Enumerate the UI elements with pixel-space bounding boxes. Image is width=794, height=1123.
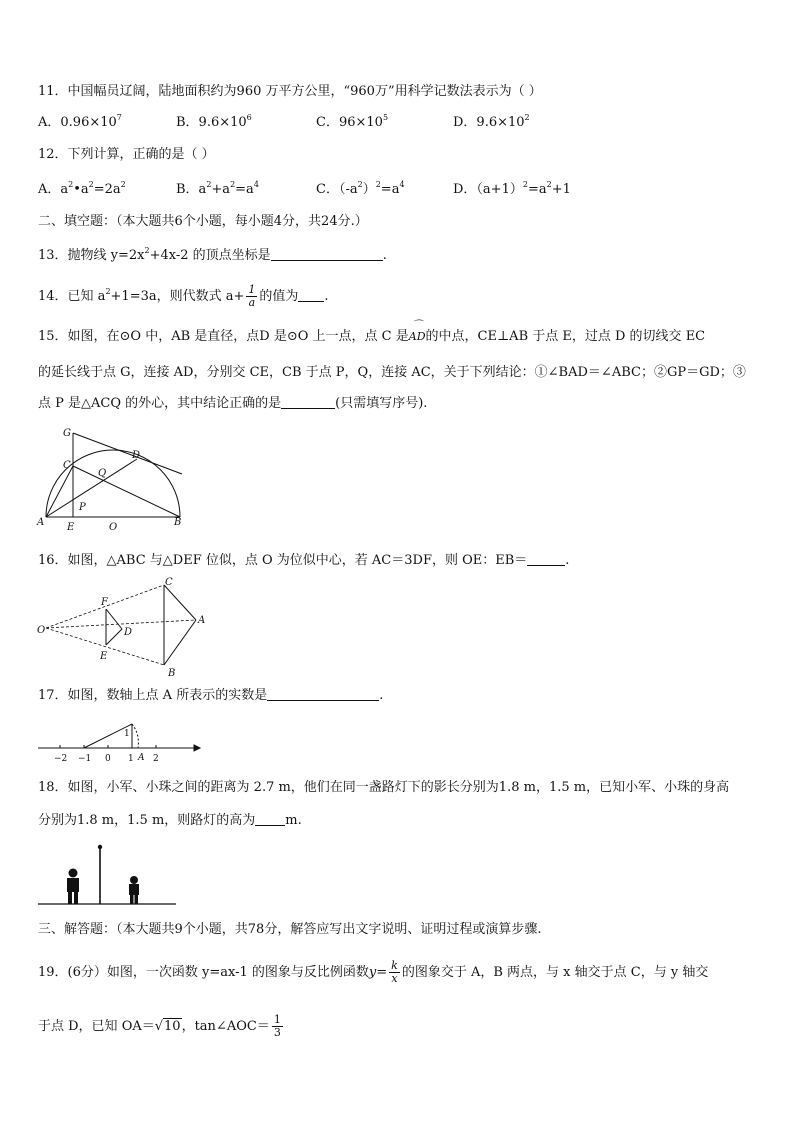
axis-arrow-icon <box>194 745 200 751</box>
arc-ad: ⌒ AD <box>408 320 426 343</box>
fig15-label: B <box>174 517 182 528</box>
person-xiaozhu-icon <box>129 876 139 904</box>
figure-15-semicircle <box>34 424 194 536</box>
line-ad <box>46 459 137 517</box>
radicand: 10 <box>164 1019 181 1034</box>
unit-label: 1 <box>124 729 130 739</box>
q14: 14．已知 $a^2+1=3a$，则代数式 a+ $\frac{1}{a}$ 的值为 . <box>38 283 329 309</box>
q17: 17．如图，数轴上点 A 所表示的实数是 . <box>38 688 384 703</box>
fraction-k-over-x: $\frac{k}{x}$ <box>391 959 398 985</box>
q12-option-a: A．$a^2•a^2=2a^2$ <box>38 180 126 197</box>
q15-line3: 点 P 是△ACQ 的外心，其中结论正确的是 (只需填写序号). <box>38 396 428 411</box>
fig15-label: A <box>37 517 45 528</box>
tick-label: −2 <box>54 754 68 764</box>
fig15-label: D <box>132 450 141 461</box>
segment-fd <box>106 609 122 629</box>
section-heading-solutions: 三、解答题：（本大题共9个小题，共78分，解答应写出文字说明、证明过程或演算步骤. <box>38 922 542 937</box>
q15-line1: 15．如图，在⊙O 中，AB 是直径，点D 是⊙O 上一点，点 C 是 ⌒ AD的中点，CE⊥AB 于点 E，过点 D 的切线交 EC <box>38 320 706 344</box>
q18-line1: 18．如图，小军、小珠之间的距离为 2.7 m，他们在同一盏路灯下的影长分别为1.8 m，1.5 m，已知小军、小珠的身高 <box>38 780 730 795</box>
q11-option-a: A．$0.96\times 10^7$ <box>38 113 122 130</box>
q19-line2: 于点 D，已知 OA＝√10，tan∠AOC＝ $\frac{1}{3}$ <box>38 1013 281 1039</box>
fig15-label: E <box>67 522 75 533</box>
fig15-label: P <box>79 502 86 513</box>
q16: 16．如图，△ABC 与△DEF 位似，点 O 为位似中心，若 AC＝3DF，则 OE：EB＝ . <box>38 553 570 568</box>
figure-16-homothety <box>34 573 214 681</box>
fig15-label: G <box>63 428 71 439</box>
lamp-icon <box>98 845 102 849</box>
q12-option-c: C．$(-a^2)^2=a^4$ <box>316 180 405 197</box>
arc-mark-icon: ⌒ <box>412 320 423 331</box>
q11-stem: 11．中国幅员辽阔，陆地面积约为960 万平方公里，“960万”用科学记数法表示为（ ） <box>38 84 542 99</box>
fraction-1-over-a: $\frac{1}{a}$ <box>248 283 256 309</box>
segment-ab <box>164 620 196 665</box>
figure-17-number-line <box>34 714 206 766</box>
tangent-gd <box>73 433 182 474</box>
fig16-label: D <box>124 627 133 638</box>
tick-label: 0 <box>105 754 111 764</box>
line-ac <box>46 466 73 517</box>
fig15-label: Q <box>98 468 107 479</box>
q11-option-b: B．$9.6\times 10^6$ <box>176 113 252 130</box>
q19-line1: 19．(6分）如图，一次函数 y=ax-1 的图象与反比例函数y= $\frac{k}{x}$ 的图象交于 A，B 两点，与 x 轴交于点 C，与 y 轴交 <box>38 959 709 985</box>
fig16-label: O <box>37 625 46 636</box>
answer-blank[interactable] <box>255 811 285 826</box>
answer-blank[interactable] <box>527 551 565 566</box>
section-heading-fill-blank: 二、填空题：（本大题共6个小题，每小题4分，共24分.） <box>38 214 368 229</box>
fig16-label: B <box>168 668 176 679</box>
answer-blank[interactable] <box>281 394 335 409</box>
q18-line2: 分别为1.8 m，1.5 m，则路灯的高为 m. <box>38 813 302 828</box>
figure-18-street-lamp <box>34 838 182 910</box>
segment-de <box>106 629 122 645</box>
q15-line2: 的延长线于点 G，连接 AD，分别交 CE，CB 于点 P，Q，连接 AC，关于下列结论：①∠BAD＝∠ABC；②GP＝GD；③ <box>38 365 746 380</box>
q11-option-d: D．$9.6\times 10^2$ <box>453 113 530 130</box>
q12-option-b: B．$a^2+a^2=a^4$ <box>176 180 259 197</box>
point-a-label: A <box>138 753 145 763</box>
tick-label: 2 <box>153 754 159 764</box>
tick-label: 1 <box>128 754 134 764</box>
fig15-label: O <box>109 522 118 533</box>
compass-arc <box>132 724 138 748</box>
fig16-label: C <box>165 577 173 588</box>
tick-label: −1 <box>78 754 92 764</box>
segment-ca <box>164 585 196 620</box>
q12-stem: 12．下列计算，正确的是（ ） <box>38 147 215 162</box>
fraction-1-over-3: $\frac{1}{3}$ <box>273 1013 281 1039</box>
fig16-label: F <box>101 597 108 608</box>
sqrt-icon: √ <box>154 1019 164 1034</box>
fig15-label: C <box>63 460 71 471</box>
fig16-label: A <box>198 615 206 626</box>
q12-option-d: D．$(a+1)^2=a^2+1$ <box>453 180 571 197</box>
answer-blank[interactable] <box>267 686 379 701</box>
person-xiaojun-icon <box>67 869 79 905</box>
ray-oa <box>46 620 196 628</box>
answer-blank[interactable] <box>298 287 324 302</box>
answer-blank[interactable] <box>271 246 383 261</box>
q13: 13．抛物线 $y=2x^2+4x-2$ 的顶点坐标是 . <box>38 246 387 263</box>
fig16-label: E <box>100 651 108 662</box>
q11-option-c: C．$96\times 10^5$ <box>316 113 389 130</box>
